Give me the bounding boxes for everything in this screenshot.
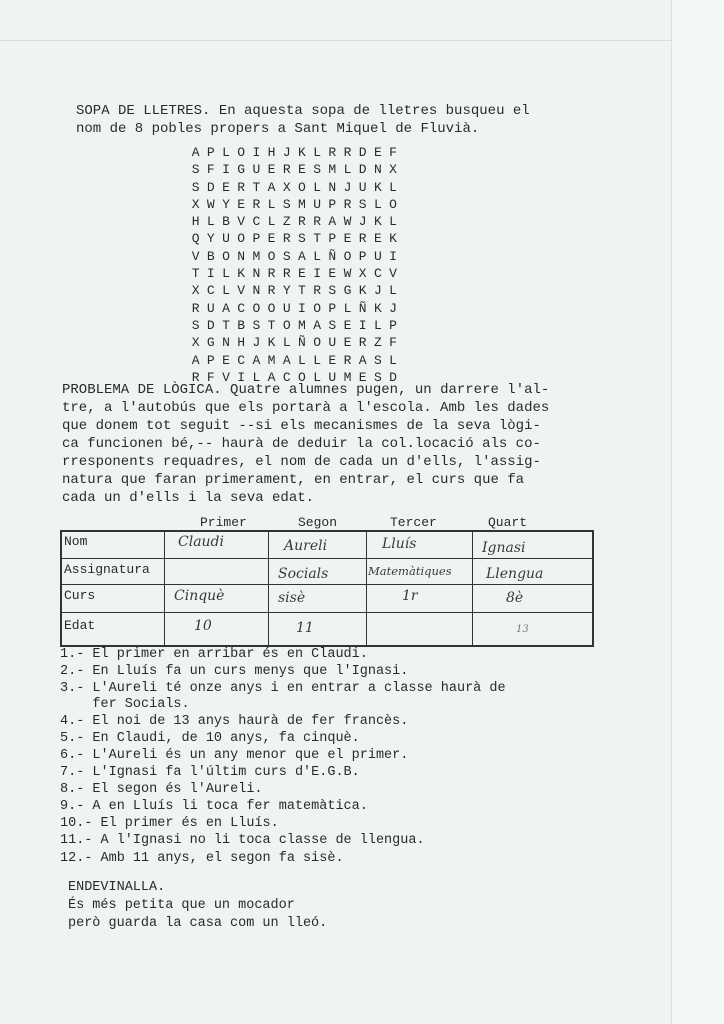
grid-letter: H: [267, 145, 276, 160]
grid-row: [188, 334, 401, 351]
grid-letter: R: [298, 214, 306, 230]
endevinalla-line-1: És més petita que un mocador: [68, 898, 295, 913]
grid-letter: U: [206, 300, 215, 316]
grid-letter: M: [328, 162, 337, 178]
grid-letter: L: [389, 283, 397, 299]
grid-letter: A: [267, 179, 276, 195]
table-line: [164, 530, 165, 646]
grid-letter: M: [252, 248, 261, 264]
grid-letter: O: [389, 196, 397, 212]
logic-table: [60, 515, 594, 646]
grid-row: [188, 213, 401, 230]
grid-row: [188, 161, 401, 178]
grid-letter: I: [252, 145, 261, 160]
col-primer: Primer: [200, 515, 247, 530]
grid-letter: Ñ: [328, 248, 337, 264]
grid-letter: R: [267, 283, 276, 299]
grid-letter: I: [298, 300, 306, 316]
grid-letter: G: [206, 335, 215, 351]
grid-letter: P: [328, 231, 337, 247]
grid-letter: V: [191, 248, 200, 264]
grid-letter: J: [389, 300, 397, 316]
sopa-heading: [76, 103, 530, 120]
grid-letter: D: [206, 317, 215, 333]
logica-title: PROBLEMA DE LÒGICA.: [62, 382, 222, 398]
clue-6: 6.- L'Aureli és un any menor que el primer.: [60, 748, 409, 763]
grid-letter: E: [298, 162, 306, 178]
grid-letter: I: [358, 317, 367, 333]
grid-letter: L: [373, 196, 382, 212]
grid-row: [188, 300, 401, 317]
grid-letter: N: [237, 248, 246, 264]
grid-row: [188, 248, 401, 265]
grid-letter: C: [206, 283, 215, 299]
grid-letter: I: [389, 248, 397, 264]
table-line: [60, 530, 62, 646]
grid-letter: P: [328, 300, 337, 316]
grid-letter: O: [298, 369, 306, 385]
grid-letter: O: [222, 248, 230, 264]
grid-letter: V: [237, 283, 246, 299]
grid-letter: K: [298, 145, 306, 160]
sopa-title: SOPA DE LLETRES.: [76, 103, 211, 119]
grid-letter: T: [298, 283, 306, 299]
grid-letter: Ñ: [298, 335, 306, 351]
clue-8: 8.- El segon és l'Aureli.: [60, 782, 263, 797]
table-line: [60, 612, 594, 613]
row-label-nom: Nom: [64, 534, 88, 549]
grid-letter: L: [267, 214, 276, 230]
cell-edat-quart: 13: [516, 624, 529, 635]
grid-letter: L: [298, 352, 306, 368]
cell-nom-quart: Ignasi: [482, 540, 526, 556]
grid-letter: S: [298, 231, 306, 247]
grid-letter: G: [237, 162, 246, 178]
cell-edat-primer: 10: [194, 618, 212, 634]
grid-letter: K: [373, 179, 382, 195]
grid-letter: V: [222, 369, 230, 385]
grid-letter: R: [282, 162, 291, 178]
clue-3-cont: fer Socials.: [60, 697, 190, 712]
grid-letter: N: [328, 179, 337, 195]
grid-letter: B: [206, 248, 215, 264]
grid-letter: A: [328, 214, 337, 230]
grid-letter: L: [389, 179, 397, 195]
grid-letter: F: [389, 335, 397, 351]
grid-letter: O: [313, 335, 321, 351]
grid-letter: U: [328, 369, 337, 385]
table-line: [472, 530, 473, 646]
grid-letter: A: [282, 352, 291, 368]
grid-letter: E: [343, 231, 352, 247]
grid-letter: A: [191, 352, 200, 368]
grid-letter: L: [222, 145, 230, 160]
grid-row: [188, 317, 401, 334]
grid-letter: O: [343, 248, 352, 264]
clue-2: 2.- En Lluís fa un curs menys que l'Ignasi.: [60, 664, 409, 679]
grid-letter: A: [358, 352, 367, 368]
table-line: [268, 530, 269, 646]
grid-letter: M: [298, 317, 306, 333]
grid-letter: R: [343, 145, 352, 160]
grid-letter: S: [328, 283, 337, 299]
grid-letter: E: [373, 231, 382, 247]
grid-letter: W: [343, 214, 352, 230]
table-line: [592, 530, 594, 646]
grid-letter: I: [237, 369, 246, 385]
grid-letter: B: [237, 317, 246, 333]
grid-letter: E: [298, 266, 306, 282]
col-segon: Segon: [298, 515, 338, 530]
grid-letter: Y: [282, 283, 291, 299]
table-line: [60, 584, 594, 585]
cell-edat-segon: 11: [296, 620, 314, 636]
clue-3: 3.- L'Aureli té onze anys i en entrar a classe haurà de: [60, 681, 506, 696]
cell-nom-primer: Claudi: [178, 534, 224, 550]
cell-curs-segon: sisè: [278, 590, 306, 606]
grid-letter: U: [328, 335, 337, 351]
grid-letter: G: [343, 283, 352, 299]
grid-row: [188, 179, 401, 196]
logica-line-4: rresponents requadres, el nom de cada un d'ells, l'assig-: [62, 454, 541, 470]
grid-letter: C: [373, 266, 382, 282]
grid-letter: R: [358, 231, 367, 247]
grid-letter: Z: [282, 214, 291, 230]
clue-4: 4.- El noi de 13 anys haurà de fer francès.: [60, 714, 409, 729]
cell-curs-quart: 8è: [506, 590, 524, 606]
grid-letter: J: [282, 145, 291, 160]
grid-letter: E: [222, 179, 230, 195]
logica-line-5: natura que faran primerament, en entrar, el curs que fa: [62, 472, 525, 488]
logica-line-2: que donem tot seguit --si els mecanismes de la seva lògi-: [62, 418, 541, 434]
logica-line-1: tre, a l'autobús que els portarà a l'escola. Amb les dades: [62, 400, 550, 416]
grid-letter: E: [358, 369, 367, 385]
cell-assig-tercer: Matemàtiques: [368, 564, 452, 578]
grid-letter: E: [328, 352, 337, 368]
grid-row: [188, 230, 401, 247]
grid-letter: L: [313, 179, 321, 195]
grid-letter: P: [206, 352, 215, 368]
grid-letter: T: [313, 231, 321, 247]
grid-letter: C: [282, 369, 291, 385]
grid-letter: A: [313, 317, 321, 333]
grid-letter: A: [267, 369, 276, 385]
grid-letter: L: [373, 317, 382, 333]
cell-assig-quart: Llengua: [486, 566, 544, 582]
grid-letter: N: [252, 266, 261, 282]
endevinalla-title: ENDEVINALLA.: [68, 880, 166, 895]
grid-letter: S: [191, 317, 200, 333]
grid-letter: U: [282, 300, 291, 316]
grid-letter: V: [389, 266, 397, 282]
grid-letter: D: [206, 179, 215, 195]
grid-letter: K: [267, 335, 276, 351]
grid-letter: C: [237, 300, 246, 316]
grid-letter: R: [343, 196, 352, 212]
clue-1: 1.- El primer en arribar és en Claudi.: [60, 647, 368, 662]
grid-letter: U: [222, 231, 230, 247]
grid-letter: E: [343, 335, 352, 351]
grid-row: [188, 282, 401, 299]
grid-letter: S: [282, 248, 291, 264]
cell-nom-tercer: Lluís: [382, 536, 417, 552]
grid-letter: S: [373, 369, 382, 385]
grid-letter: L: [313, 369, 321, 385]
table-line: [366, 530, 367, 646]
grid-letter: R: [237, 179, 246, 195]
logica-heading: [62, 382, 549, 399]
grid-letter: L: [343, 162, 352, 178]
grid-letter: O: [267, 300, 276, 316]
clue-5: 5.- En Claudi, de 10 anys, fa cinquè.: [60, 731, 360, 746]
grid-letter: U: [373, 248, 382, 264]
grid-letter: R: [282, 266, 291, 282]
grid-letter: T: [222, 317, 230, 333]
grid-letter: F: [206, 162, 215, 178]
grid-letter: F: [389, 145, 397, 160]
page-edge: [671, 0, 724, 1024]
grid-letter: L: [313, 248, 321, 264]
grid-letter: L: [313, 352, 321, 368]
grid-letter: J: [373, 283, 382, 299]
grid-letter: H: [191, 214, 200, 230]
grid-letter: S: [282, 196, 291, 212]
grid-letter: X: [282, 179, 291, 195]
grid-letter: P: [358, 248, 367, 264]
sopa-intro-1: En aquesta sopa de lletres busqueu el: [210, 103, 530, 119]
grid-letter: X: [191, 196, 200, 212]
grid-row: [188, 265, 401, 282]
grid-letter: O: [313, 300, 321, 316]
grid-letter: N: [222, 335, 230, 351]
grid-letter: K: [389, 231, 397, 247]
col-quart: Quart: [488, 515, 528, 530]
grid-letter: L: [252, 369, 261, 385]
grid-row: [188, 196, 401, 213]
grid-letter: F: [206, 369, 215, 385]
grid-letter: L: [389, 352, 397, 368]
grid-letter: D: [389, 369, 397, 385]
table-line: [60, 558, 594, 559]
grid-letter: W: [206, 196, 215, 212]
grid-letter: S: [328, 317, 337, 333]
grid-letter: E: [267, 231, 276, 247]
grid-letter: H: [237, 335, 246, 351]
grid-letter: L: [206, 214, 215, 230]
grid-letter: K: [358, 283, 367, 299]
grid-letter: V: [237, 214, 246, 230]
grid-letter: I: [222, 162, 230, 178]
grid-letter: J: [358, 214, 367, 230]
grid-letter: A: [222, 300, 230, 316]
grid-letter: M: [267, 352, 276, 368]
grid-letter: Y: [222, 196, 230, 212]
grid-letter: L: [282, 335, 291, 351]
grid-letter: Q: [191, 231, 200, 247]
grid-letter: P: [389, 317, 397, 333]
grid-letter: R: [358, 335, 367, 351]
col-tercer: Tercer: [390, 515, 437, 530]
grid-letter: I: [313, 266, 321, 282]
grid-letter: Z: [373, 335, 382, 351]
grid-letter: U: [358, 179, 367, 195]
grid-letter: P: [206, 145, 215, 160]
grid-letter: E: [222, 352, 230, 368]
grid-letter: N: [252, 283, 261, 299]
grid-letter: S: [313, 162, 321, 178]
grid-letter: K: [373, 300, 382, 316]
logica-line-3: ca funcionen bé,-- haurà de deduir la col.locació als co-: [62, 436, 541, 452]
grid-letter: L: [343, 300, 352, 316]
grid-row: [188, 144, 401, 161]
row-label-assignatura: Assignatura: [64, 562, 150, 577]
grid-letter: E: [373, 145, 382, 160]
grid-letter: S: [191, 162, 200, 178]
grid-letter: X: [389, 162, 397, 178]
cell-curs-primer: Cinquè: [174, 588, 225, 604]
logica-line-0: Quatre alumnes pugen, un darrere l'al-: [221, 382, 550, 398]
grid-letter: K: [373, 214, 382, 230]
page-fold-line: [0, 40, 672, 41]
grid-letter: O: [282, 317, 291, 333]
table-line: [60, 530, 594, 532]
grid-letter: T: [191, 266, 200, 282]
grid-letter: R: [328, 145, 337, 160]
cell-assig-segon: Socials: [278, 566, 329, 582]
grid-letter: O: [237, 145, 246, 160]
grid-letter: L: [222, 283, 230, 299]
grid-letter: D: [358, 145, 367, 160]
cell-nom-segon: Aureli: [284, 538, 328, 554]
grid-letter: B: [222, 214, 230, 230]
grid-letter: J: [252, 335, 261, 351]
clue-7: 7.- L'Ignasi fa l'últim curs d'E.G.B.: [60, 765, 360, 780]
grid-letter: J: [343, 179, 352, 195]
grid-letter: R: [343, 352, 352, 368]
grid-letter: P: [328, 196, 337, 212]
logica-line-6: cada un d'ells i la seva edat.: [62, 490, 315, 506]
grid-letter: U: [313, 196, 321, 212]
grid-letter: R: [252, 196, 261, 212]
grid-letter: L: [313, 145, 321, 160]
grid-letter: A: [191, 145, 200, 160]
grid-letter: S: [191, 179, 200, 195]
cell-curs-tercer: 1r: [402, 588, 418, 604]
grid-row: [188, 352, 401, 369]
grid-letter: O: [267, 248, 276, 264]
grid-letter: K: [237, 266, 246, 282]
grid-letter: Y: [206, 231, 215, 247]
grid-letter: O: [237, 231, 246, 247]
grid-letter: M: [343, 369, 352, 385]
clue-11: 11.- A l'Ignasi no li toca classe de llengua.: [60, 833, 425, 848]
sopa-intro-2: nom de 8 pobles propers a Sant Miquel de Fluvià.: [76, 121, 480, 137]
grid-letter: X: [191, 283, 200, 299]
grid-letter: N: [373, 162, 382, 178]
grid-letter: T: [267, 317, 276, 333]
grid-letter: C: [237, 352, 246, 368]
grid-letter: I: [206, 266, 215, 282]
grid-letter: R: [282, 231, 291, 247]
grid-letter: X: [358, 266, 367, 282]
grid-letter: O: [252, 300, 261, 316]
grid-letter: C: [252, 214, 261, 230]
grid-letter: Ñ: [358, 300, 367, 316]
endevinalla-line-2: però guarda la casa com un lleó.: [68, 916, 328, 931]
grid-letter: T: [252, 179, 261, 195]
word-search-grid: [188, 144, 401, 386]
grid-letter: L: [267, 196, 276, 212]
grid-letter: R: [191, 369, 200, 385]
grid-letter: S: [252, 317, 261, 333]
clue-12: 12.- Amb 11 anys, el segon fa sisè.: [60, 851, 344, 866]
grid-letter: E: [267, 162, 276, 178]
clue-9: 9.- A en Lluís li toca fer matemàtica.: [60, 799, 368, 814]
grid-letter: S: [358, 196, 367, 212]
grid-letter: E: [237, 196, 246, 212]
grid-letter: E: [328, 266, 337, 282]
grid-letter: R: [313, 283, 321, 299]
grid-letter: D: [358, 162, 367, 178]
grid-letter: X: [191, 335, 200, 351]
grid-letter: E: [343, 317, 352, 333]
grid-letter: R: [313, 214, 321, 230]
grid-letter: A: [252, 352, 261, 368]
grid-letter: L: [389, 214, 397, 230]
grid-letter: M: [298, 196, 306, 212]
grid-letter: P: [252, 231, 261, 247]
grid-letter: R: [191, 300, 200, 316]
grid-letter: A: [298, 248, 306, 264]
grid-letter: W: [343, 266, 352, 282]
grid-letter: L: [222, 266, 230, 282]
grid-letter: O: [298, 179, 306, 195]
row-label-curs: Curs: [64, 588, 96, 603]
grid-letter: R: [267, 266, 276, 282]
grid-letter: S: [373, 352, 382, 368]
clue-10: 10.- El primer és en Lluís.: [60, 816, 279, 831]
grid-letter: U: [252, 162, 261, 178]
row-label-edat: Edat: [64, 618, 96, 633]
